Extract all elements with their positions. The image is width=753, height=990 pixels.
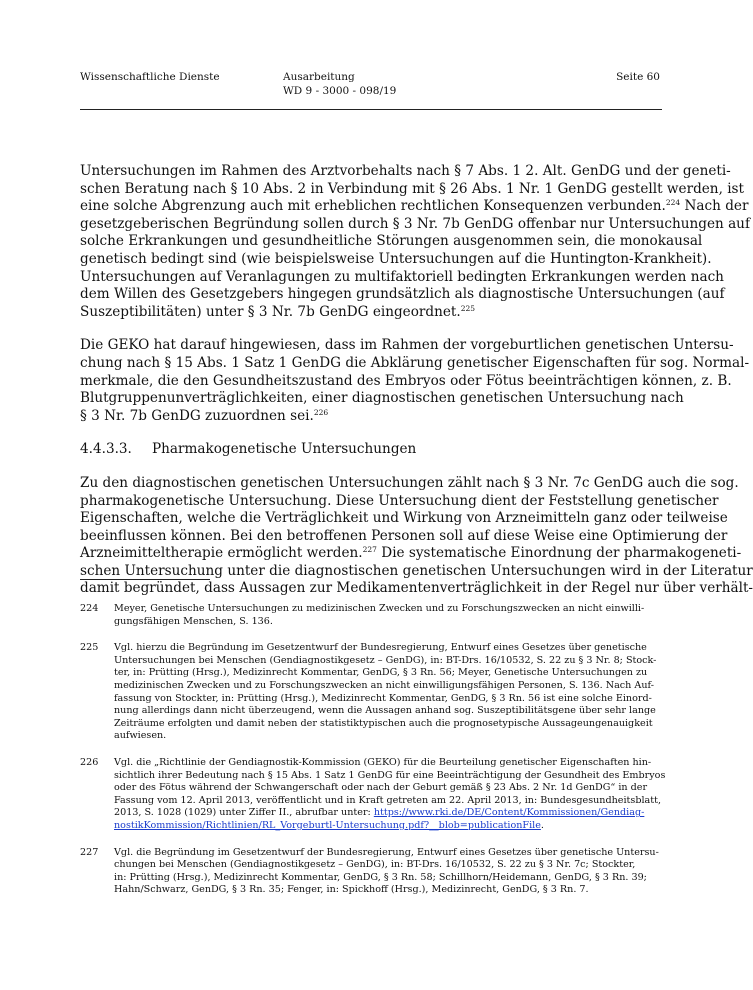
text-line: Suszeptibilitäten) unter § 3 Nr. 7b GenDG eingeordnet.$^{225}$ (80, 303, 476, 320)
text-line: merkmale, die den Gesundheitszustand des Embryos oder Fötus beeinträchtigen können, z. B. (80, 372, 732, 389)
footnote-ref-225[interactable]: 225 (460, 303, 476, 313)
header-doc-id: WD 9 - 3000 - 098/19 (283, 85, 397, 97)
text-line: Arzneimitteltherapie ermöglicht werden.$^{227}$ Die systematische Einordnung der pharmakogeneti- (80, 545, 742, 562)
footnote-number: 224 (80, 603, 99, 614)
header-divider (80, 109, 662, 110)
main-text (80, 163, 753, 614)
footnote-text: Vgl. die Begründung im Gesetzentwurf der Bundesregierung, Entwurf eines Gesetzes über genetische Untersu- chungen bei Menschen (Gendiagnostikgesetz – GenDG), in: BT-Drs. 16/10532, S. 22 zu § 3 Nr. 7c; Stockter, in: Prütting (Hrsg.), Medizinrecht Kommentar, GenDG, § 3 Rn. 58; Schillhorn/Heidemann, GenDG, § 3 Rn. 39; Hahn/Schwarz, GenDG, § 3 Rn. 35; Fenger, in: Spickhoff (Hrsg.), Medizinrecht, GenDG, § 3 Rn. 7. (114, 846, 659, 896)
footnote-227 (80, 847, 662, 897)
footnote-ref-227[interactable]: 227 (362, 545, 377, 555)
header-doc-type: Ausarbeitung (283, 71, 355, 83)
text-line: Zu den diagnostischen genetischen Untersuchungen zählt nach § 3 Nr. 7c GenDG auch die sog. (80, 474, 739, 491)
header-page-number: Seite 60 (616, 71, 660, 83)
text-line: schen Untersuchung unter die diagnostischen genetischen Untersuchungen wird in der Literatur (80, 562, 753, 579)
paragraph-2 (80, 337, 750, 425)
source-link[interactable]: https://www.rki.de/DE/Content/Kommissionen/Gendiag- (373, 807, 645, 819)
footnote-226 (80, 756, 666, 833)
text-line: pharmakogenetische Untersuchung. Diese Untersuchung dient der Feststellung genetischer (80, 492, 719, 509)
section-title: Pharmakogenetische Untersuchungen (152, 441, 417, 458)
text-line: genetisch bedingt sind (wie beispielsweise Untersuchungen auf die Huntington-Krankheit). (80, 250, 712, 267)
text-line: dem Willen des Gesetzgebers hingegen grundsätzlich als diagnostische Untersuchungen (auf (80, 286, 725, 303)
footnote-number: 226 (80, 756, 99, 768)
footnote-224 (80, 603, 662, 628)
footnote-text: Vgl. die „Richtlinie der Gendiagnostik-Kommission (GEKO) für die Beurteilung genetischer Eigenschaften hin- sichtlich ihrer Bedeutung nach § 15 Abs. 1 Satz 1 GenDG für eine Beeinträchtigung der Gesundheit des Embryos oder des Fötus während der Schwangerschaft oder nach der Geburt gemäß § 23 Abs. 2 Nr. 1d GenDG“ in der Fassung vom 12. April 2013, veröffentlicht und in Kraft getreten am 22. April 2013, in: Bundesgesundheitsblatt, 2013, S. 1028 (1029) unter Ziffer II., abrufbar unter: https://www.rki.de/DE/Content/Kommissionen/Gendiag- nostikKommission/Richtlinien/RL_Vorgeburtl-Untersuchung.pdf?__blob=publicationFile. (114, 756, 666, 831)
text-line: chung nach § 15 Abs. 1 Satz 1 GenDG die Abklärung genetischer Eigenschaften für sog. Normal- (80, 354, 750, 371)
text-line: beeinflussen können. Bei den betroffenen Personen soll auf diese Weise eine Optimierung der (80, 527, 728, 544)
footnote-text: Vgl. hierzu die Begründung im Gesetzentwurf der Bundesregierung, Entwurf eines Gesetzes über genetische Untersuchungen bei Menschen (Gendiagnostikgesetz – GenDG), in: BT-Drs. 16/10532, S. 22 zu § 3 Nr. 8; Stock- ter, in: Prütting (Hrsg.), Medizinrecht Kommentar, GenDG, § 3 Rn. 56; Meyer, Genetische Untersuchungen zu medizinischen Zwecken und zu Forschungszwecken an nicht einwilligungsfähigen Personen, S. 136. Nach Auf- fassung von Stockter, in: Prütting (Hrsg.), Medizinrecht Kommentar, GenDG, § 3 Rn. 56 ist eine solche Einord- nung allerdings dann nicht überzeugend, wenn die Aussagen anhand sog. Suszeptibilitätsgene über sehr lange Zeiträume erfolgten und damit neben der statistiktypischen auch die prognosetypische Aussageungenauigkeit aufwiesen. (114, 642, 657, 742)
footnote-225 (80, 642, 662, 743)
text-line: Die GEKO hat darauf hingewiesen, dass im Rahmen der vorgeburtlichen genetischen Untersu- (80, 337, 734, 354)
footnote-ref-226[interactable]: 226 (313, 407, 329, 417)
text-line: § 3 Nr. 7b GenDG zuzuordnen sei.$^{226}$ (80, 407, 329, 424)
header-document-info (283, 70, 396, 98)
text-line: damit begründet, dass Aussagen zur Medikamentenverträglichkeit in der Regel nur über verhält- (80, 580, 753, 597)
paragraph-1 (80, 163, 750, 321)
text-line: Blutgruppenunverträglichkeiten, einer diagnostischen genetischen Untersuchung nach (80, 390, 684, 407)
footnote-divider (80, 579, 210, 580)
text-line: solche Erkrankungen und gesundheitliche Störungen ausgenommen sein, die monokausal (80, 233, 703, 250)
text-line: Eigenschaften, welche die Verträglichkeit und Wirkung von Arzneimitteln ganz oder teilweise (80, 510, 728, 527)
source-link-continued[interactable]: nostikKommission/Richtlinien/RL_Vorgeburtl-Untersuchung.pdf?__blob=publicationFile (114, 819, 541, 831)
text-line: schen Beratung nach § 10 Abs. 2 in Verbindung mit § 26 Abs. 1 Nr. 1 GenDG gestellt werden, ist (80, 180, 744, 197)
section-heading (80, 441, 662, 459)
text-line: eine solche Abgrenzung auch mit erheblichen rechtlichen Konsequenzen verbunden.$^{224}$ Nach der (80, 198, 749, 215)
section-number: 4.4.3.3. (80, 441, 132, 458)
footnote-text: Meyer, Genetische Untersuchungen zu medizinischen Zwecken und zu Forschungszwecken an nicht einwilli- gungsfähigen Menschen, S. 136. (114, 603, 645, 627)
text-line: Untersuchungen auf Veranlagungen zu multifaktoriell bedingten Erkrankungen werden nach (80, 268, 724, 285)
text-line: Untersuchungen im Rahmen des Arztvorbehalts nach § 7 Abs. 1 2. Alt. GenDG und der geneti- (80, 163, 731, 179)
header-organization: Wissenschaftliche Dienste (80, 71, 220, 83)
text-line: gesetzgeberischen Begründung sollen durch § 3 Nr. 7b GenDG offenbar nur Untersuchungen auf (80, 215, 750, 232)
footnote-number: 225 (80, 642, 99, 654)
footnote-ref-224[interactable]: 224 (665, 198, 681, 208)
footnote-number: 227 (80, 846, 99, 858)
footnotes (80, 603, 666, 911)
page-header (80, 70, 662, 110)
